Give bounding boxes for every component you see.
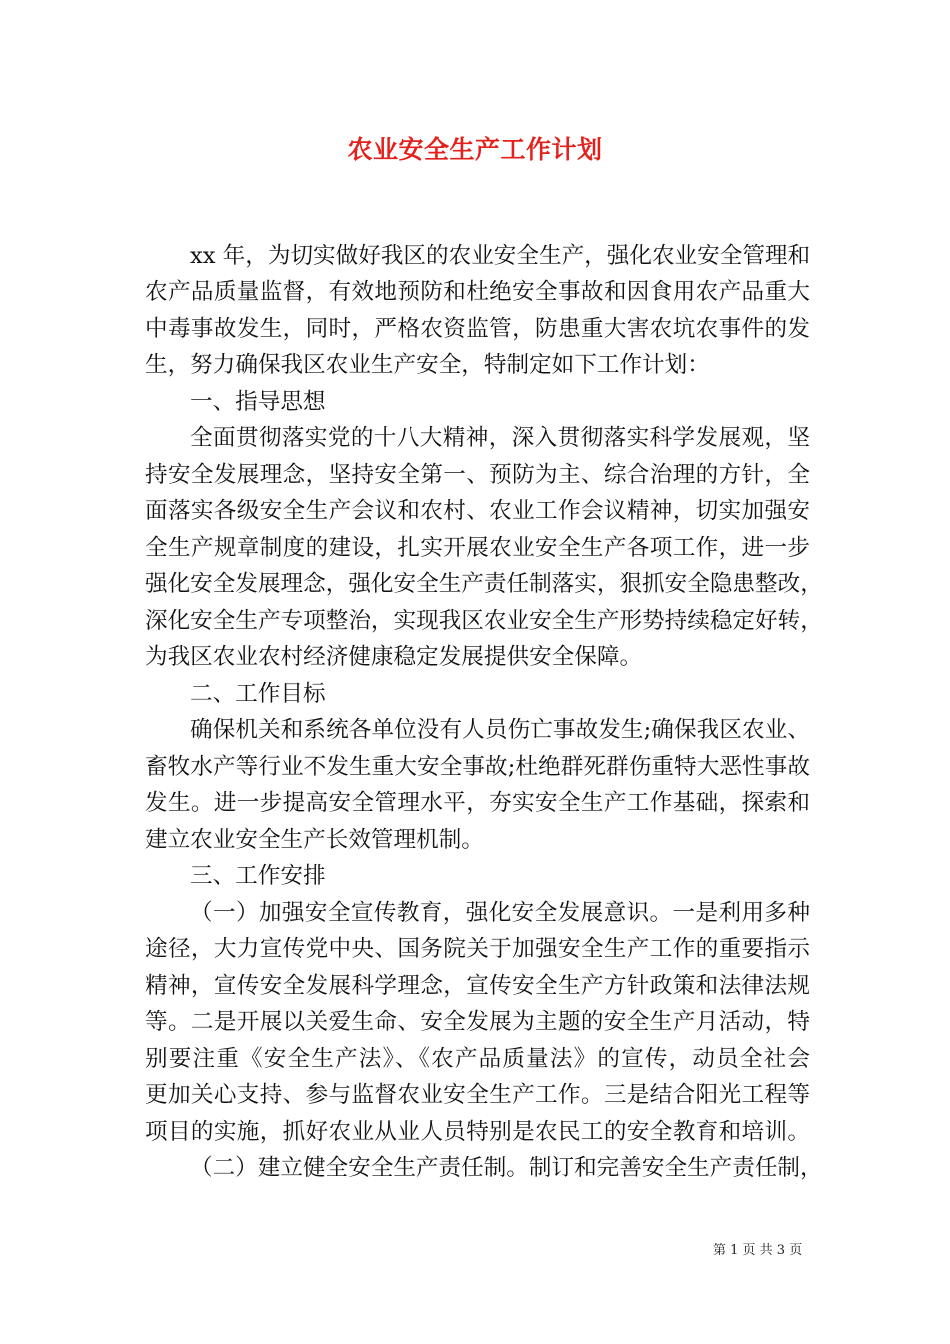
body-text-line: （一）加强安全宣传教育，强化安全发展意识。一是利用多种 xyxy=(190,900,810,926)
body-text-line: 为我区农业农村经济健康稳定发展提供安全保障。 xyxy=(145,644,643,670)
body-text-line: 生，努力确保我区农业生产安全，特制定如下工作计划： xyxy=(145,352,710,378)
body-text-line: 面落实各级安全生产会议和农村、农业工作会议精神，切实加强安 xyxy=(145,498,810,524)
document-title: 农业安全生产工作计划 xyxy=(347,135,603,164)
body-text-line: 确保机关和系统各单位没有人员伤亡事故发生;确保我区农业、 xyxy=(190,717,810,743)
body-text-line: 农产品质量监督，有效地预防和杜绝安全事故和因食用农产品重大 xyxy=(145,279,810,305)
section-heading: 一、指导思想 xyxy=(190,389,326,415)
body-text-line: xx 年，为切实做好我区的农业安全生产，强化农业安全管理和 xyxy=(190,243,811,269)
body-text-line: 等。二是开展以关爱生命、安全发展为主题的安全生产月活动，特 xyxy=(145,1009,810,1035)
body-text-line: 发生。进一步提高安全管理水平，夯实安全生产工作基础，探索和 xyxy=(145,790,810,816)
body-text-line: 更加关心支持、参与监督农业安全生产工作。三是结合阳光工程等 xyxy=(145,1082,810,1108)
body-text-line: 别要注重《安全生产法》、《农产品质量法》的宣传，动员全社会 xyxy=(145,1046,810,1072)
body-text-line: 全面贯彻落实党的十八大精神，深入贯彻落实科学发展观，坚 xyxy=(190,425,810,451)
body-text-line: 精神，宣传安全发展科学理念，宣传安全生产方针政策和法律法规 xyxy=(145,973,810,999)
body-text-line: 持安全发展理念，坚持安全第一、预防为主、综合治理的方针，全 xyxy=(145,462,810,488)
page-number-footer: 第 1 页 共 3 页 xyxy=(713,1243,803,1258)
body-text-line: 深化安全生产专项整治，实现我区农业安全生产形势持续稳定好转， xyxy=(145,608,823,634)
body-text-line: （二）建立健全安全生产责任制。制订和完善安全生产责任制， xyxy=(190,1155,823,1181)
body-text-line: 畜牧水产等行业不发生重大安全事故;杜绝群死群伤重特大恶性事故 xyxy=(145,754,810,780)
body-text-line: 建立农业安全生产长效管理机制。 xyxy=(145,827,484,853)
section-heading: 二、工作目标 xyxy=(190,681,326,707)
body-text-line: 全生产规章制度的建设，扎实开展农业安全生产各项工作，进一步 xyxy=(145,535,810,561)
section-heading: 三、工作安排 xyxy=(190,863,326,889)
body-text-line: 强化安全发展理念，强化安全生产责任制落实，狠抓安全隐患整改， xyxy=(145,571,823,597)
body-text-line: 项目的实施，抓好农业从业人员特别是农民工的安全教育和培训。 xyxy=(145,1119,810,1145)
body-text-line: 途径，大力宣传党中央、国务院关于加强安全生产工作的重要指示 xyxy=(145,936,810,962)
body-text-line: 中毒事故发生，同时，严格农资监管，防患重大害农坑农事件的发 xyxy=(145,316,810,342)
